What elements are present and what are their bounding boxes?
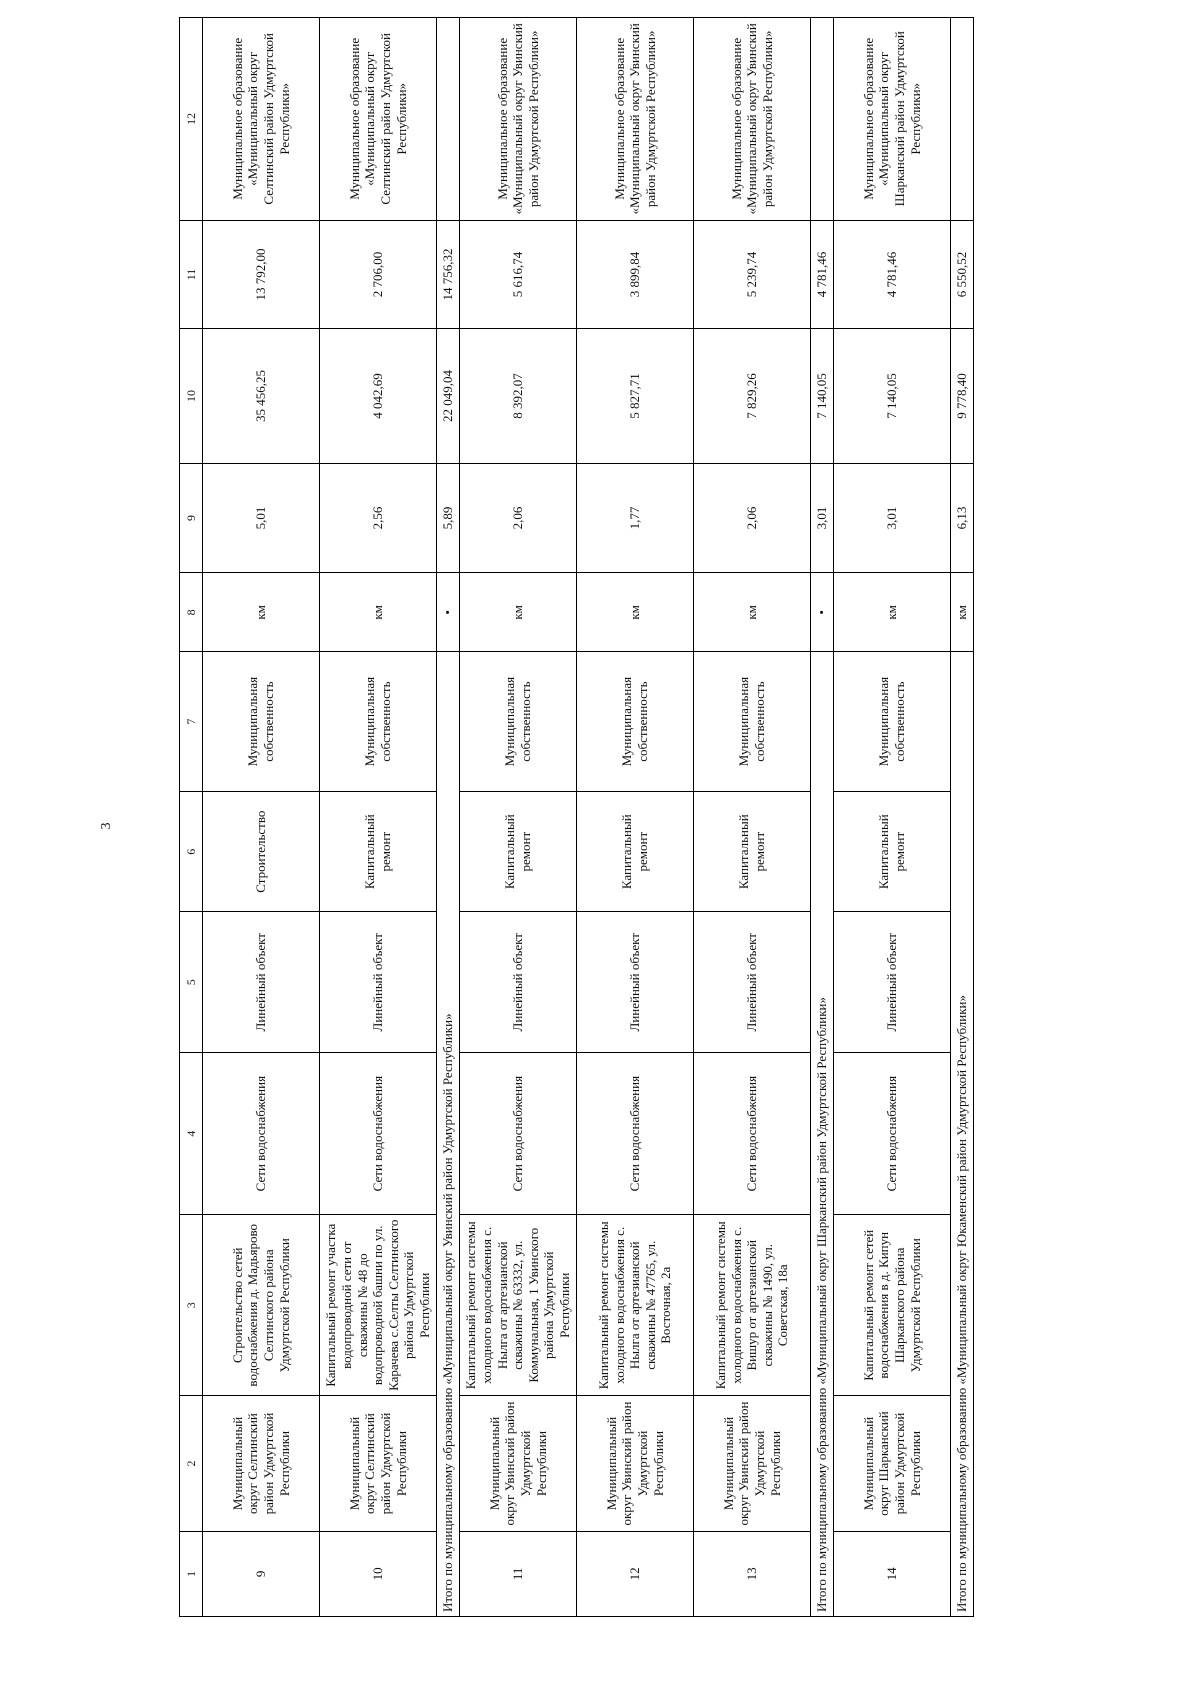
cell-category: Линейный объект — [460, 912, 577, 1053]
summary-row — [951, 18, 974, 1617]
cell-object-type: Сети водоснабжения — [203, 1053, 320, 1215]
cell-no: 11 — [460, 1531, 577, 1616]
cell-object-type: Сети водоснабжения — [694, 1053, 811, 1215]
header-cell: 1 — [180, 1531, 203, 1616]
total-amount: 6 550,52 — [951, 220, 974, 329]
cell-capacity: 5,01 — [203, 463, 320, 573]
cell-total-cost: 7 829,26 — [694, 329, 811, 463]
total-capacity: 3,01 — [811, 463, 834, 573]
table-body — [180, 18, 974, 1617]
total-empty-cell — [951, 18, 974, 221]
cell-category: Линейный объект — [577, 912, 694, 1053]
header-cell: 12 — [180, 18, 203, 221]
subtotal-row — [437, 18, 460, 1617]
header-cell: 10 — [180, 329, 203, 463]
cell-category: Линейный объект — [320, 912, 437, 1053]
header-cell: 8 — [180, 573, 203, 652]
table-row — [694, 18, 811, 1617]
cell-ownership: Муниципальная собственность — [694, 652, 811, 792]
table-row — [320, 18, 437, 1617]
cell-capacity: 2,56 — [320, 463, 437, 573]
cell-work-type: Капитальный ремонт — [320, 791, 437, 911]
cell-unit: км — [203, 573, 320, 652]
cell-unit: км — [834, 573, 951, 652]
cell-recipient: Муниципальное образование «Муниципальный округ Селтинский район Удмуртской Республики» — [320, 18, 437, 221]
cell-ownership: Муниципальная собственность — [577, 652, 694, 792]
cell-object-type: Сети водоснабжения — [460, 1053, 577, 1215]
cell-capacity: 2,06 — [460, 463, 577, 573]
cell-work-type: Строительство — [203, 791, 320, 911]
cell-no: 10 — [320, 1531, 437, 1616]
cell-unit: км — [460, 573, 577, 652]
registry-table — [179, 17, 974, 1617]
cell-ownership: Муниципальная собственность — [834, 652, 951, 792]
cell-object-type: Сети водоснабжения — [577, 1053, 694, 1215]
cell-work-type: Капитальный ремонт — [577, 791, 694, 911]
cell-total-cost: 5 827,71 — [577, 329, 694, 463]
total-label: Итого по муниципальному образованию «Муниципальный округ Юкаменский район Удмуртской Республики» — [951, 652, 974, 1617]
cell-amount: 4 781,46 — [834, 220, 951, 329]
header-cell: 3 — [180, 1215, 203, 1396]
registry-table-container — [179, 17, 1059, 1617]
cell-total-cost: 8 392,07 — [460, 329, 577, 463]
cell-capacity: 1,77 — [577, 463, 694, 573]
header-cell: 9 — [180, 463, 203, 573]
cell-category: Линейный объект — [834, 912, 951, 1053]
cell-ownership: Муниципальная собственность — [460, 652, 577, 792]
cell-work-type: Капитальный ремонт — [834, 791, 951, 911]
cell-total-cost: 35 456,25 — [203, 329, 320, 463]
total-total-cost: 9 778,40 — [951, 329, 974, 463]
cell-object-name: Капитальный ремонт системы холодного водоснабжения с. Вишур от артезианской скважины № 1490, ул. Советская, 18а — [694, 1215, 811, 1396]
cell-unit: км — [694, 573, 811, 652]
cell-recipient: Муниципальное образование «Муниципальный округ Селтинский район Удмуртской Республики» — [203, 18, 320, 221]
cell-amount: 13 792,00 — [203, 220, 320, 329]
cell-applicant: Муниципальный округ Увинский район Удмуртской Республики — [577, 1396, 694, 1531]
cell-amount: 5 239,74 — [694, 220, 811, 329]
cell-object-name: Капитальный ремонт системы холодного водоснабжения с. Нылга от артезианской скважины № 47765, ул. Восточная, 2а — [577, 1215, 694, 1396]
cell-total-cost: 4 042,69 — [320, 329, 437, 463]
header-cell: 2 — [180, 1396, 203, 1531]
cell-applicant: Муниципальный округ Селтинский район Удмуртской Республики — [203, 1396, 320, 1531]
cell-capacity: 2,06 — [694, 463, 811, 573]
header-cell: 11 — [180, 220, 203, 329]
cell-unit: км — [577, 573, 694, 652]
cell-unit: км — [320, 573, 437, 652]
cell-work-type: Капитальный ремонт — [694, 791, 811, 911]
total-label: Итого по муниципальному образованию «Муниципальный округ Шарканский район Удмуртской Республики» — [811, 652, 834, 1617]
cell-amount: 5 616,74 — [460, 220, 577, 329]
cell-applicant: Муниципальный округ Селтинский район Удмуртской Республики — [320, 1396, 437, 1531]
total-unit: км — [951, 573, 974, 652]
cell-no: 12 — [577, 1531, 694, 1616]
cell-category: Линейный объект — [694, 912, 811, 1053]
cell-no: 14 — [834, 1531, 951, 1616]
cell-no: 9 — [203, 1531, 320, 1616]
cell-recipient: Муниципальное образование «Муниципальный округ Увинский район Удмуртской Республики» — [577, 18, 694, 221]
total-unit: • — [437, 573, 460, 652]
header-cell: 7 — [180, 652, 203, 792]
cell-object-name: Строительство сетей водоснабжения д. Мадьярово Селтинского района Удмуртской Республики — [203, 1215, 320, 1396]
total-label: Итого по муниципальному образованию «Муниципальный округ Увинский район Удмуртской Республики» — [437, 652, 460, 1617]
total-capacity: 5,89 — [437, 463, 460, 573]
total-empty-cell — [811, 18, 834, 221]
cell-total-cost: 7 140,05 — [834, 329, 951, 463]
total-empty-cell — [437, 18, 460, 221]
table-row — [203, 18, 320, 1617]
cell-work-type: Капитальный ремонт — [460, 791, 577, 911]
cell-applicant: Муниципальный округ Увинский район Удмуртской Республики — [694, 1396, 811, 1531]
header-cell: 4 — [180, 1053, 203, 1215]
cell-object-type: Сети водоснабжения — [320, 1053, 437, 1215]
header-cell: 5 — [180, 912, 203, 1053]
page-number: 3 — [99, 822, 114, 830]
total-total-cost: 7 140,05 — [811, 329, 834, 463]
table-row — [834, 18, 951, 1617]
cell-recipient: Муниципальное образование «Муниципальный округ Шарканский район Удмуртской Республики» — [834, 18, 951, 221]
cell-recipient: Муниципальное образование «Муниципальный округ Увинский район Удмуртской Республики» — [460, 18, 577, 221]
total-capacity: 6,13 — [951, 463, 974, 573]
cell-object-name: Капитальный ремонт участка водопроводной сети от скважины № 48 до водопроводной башни по ул. Карачева с.Селты Селтинского района Удмуртской Республики — [320, 1215, 437, 1396]
total-amount: 14 756,32 — [437, 220, 460, 329]
table-row — [577, 18, 694, 1617]
cell-object-name: Капитальный ремонт сетей водоснабжения в д. Кипун Шарканского района Удмуртской Республики — [834, 1215, 951, 1396]
header-cell: 6 — [180, 791, 203, 911]
cell-applicant: Муниципальный округ Увинский район Удмуртской Республики — [460, 1396, 577, 1531]
cell-no: 13 — [694, 1531, 811, 1616]
cell-object-type: Сети водоснабжения — [834, 1053, 951, 1215]
total-amount: 4 781,46 — [811, 220, 834, 329]
table-row — [460, 18, 577, 1617]
cell-capacity: 3,01 — [834, 463, 951, 573]
cell-object-name: Капитальный ремонт системы холодного водоснабжения с. Нылга от артезианской скважины № 63332, ул. Коммунальная, 1 Увинского района Удмуртской Республики — [460, 1215, 577, 1396]
cell-applicant: Муниципальный округ Шарканский район Удмуртской Республики — [834, 1396, 951, 1531]
cell-ownership: Муниципальная собственность — [203, 652, 320, 792]
total-total-cost: 22 049,04 — [437, 329, 460, 463]
cell-recipient: Муниципальное образование «Муниципальный округ Увинский район Удмуртской Республики» — [694, 18, 811, 221]
cell-amount: 3 899,84 — [577, 220, 694, 329]
subtotal-row — [811, 18, 834, 1617]
header-row — [180, 18, 203, 1617]
cell-category: Линейный объект — [203, 912, 320, 1053]
cell-amount: 2 706,00 — [320, 220, 437, 329]
total-unit: • — [811, 573, 834, 652]
cell-ownership: Муниципальная собственность — [320, 652, 437, 792]
